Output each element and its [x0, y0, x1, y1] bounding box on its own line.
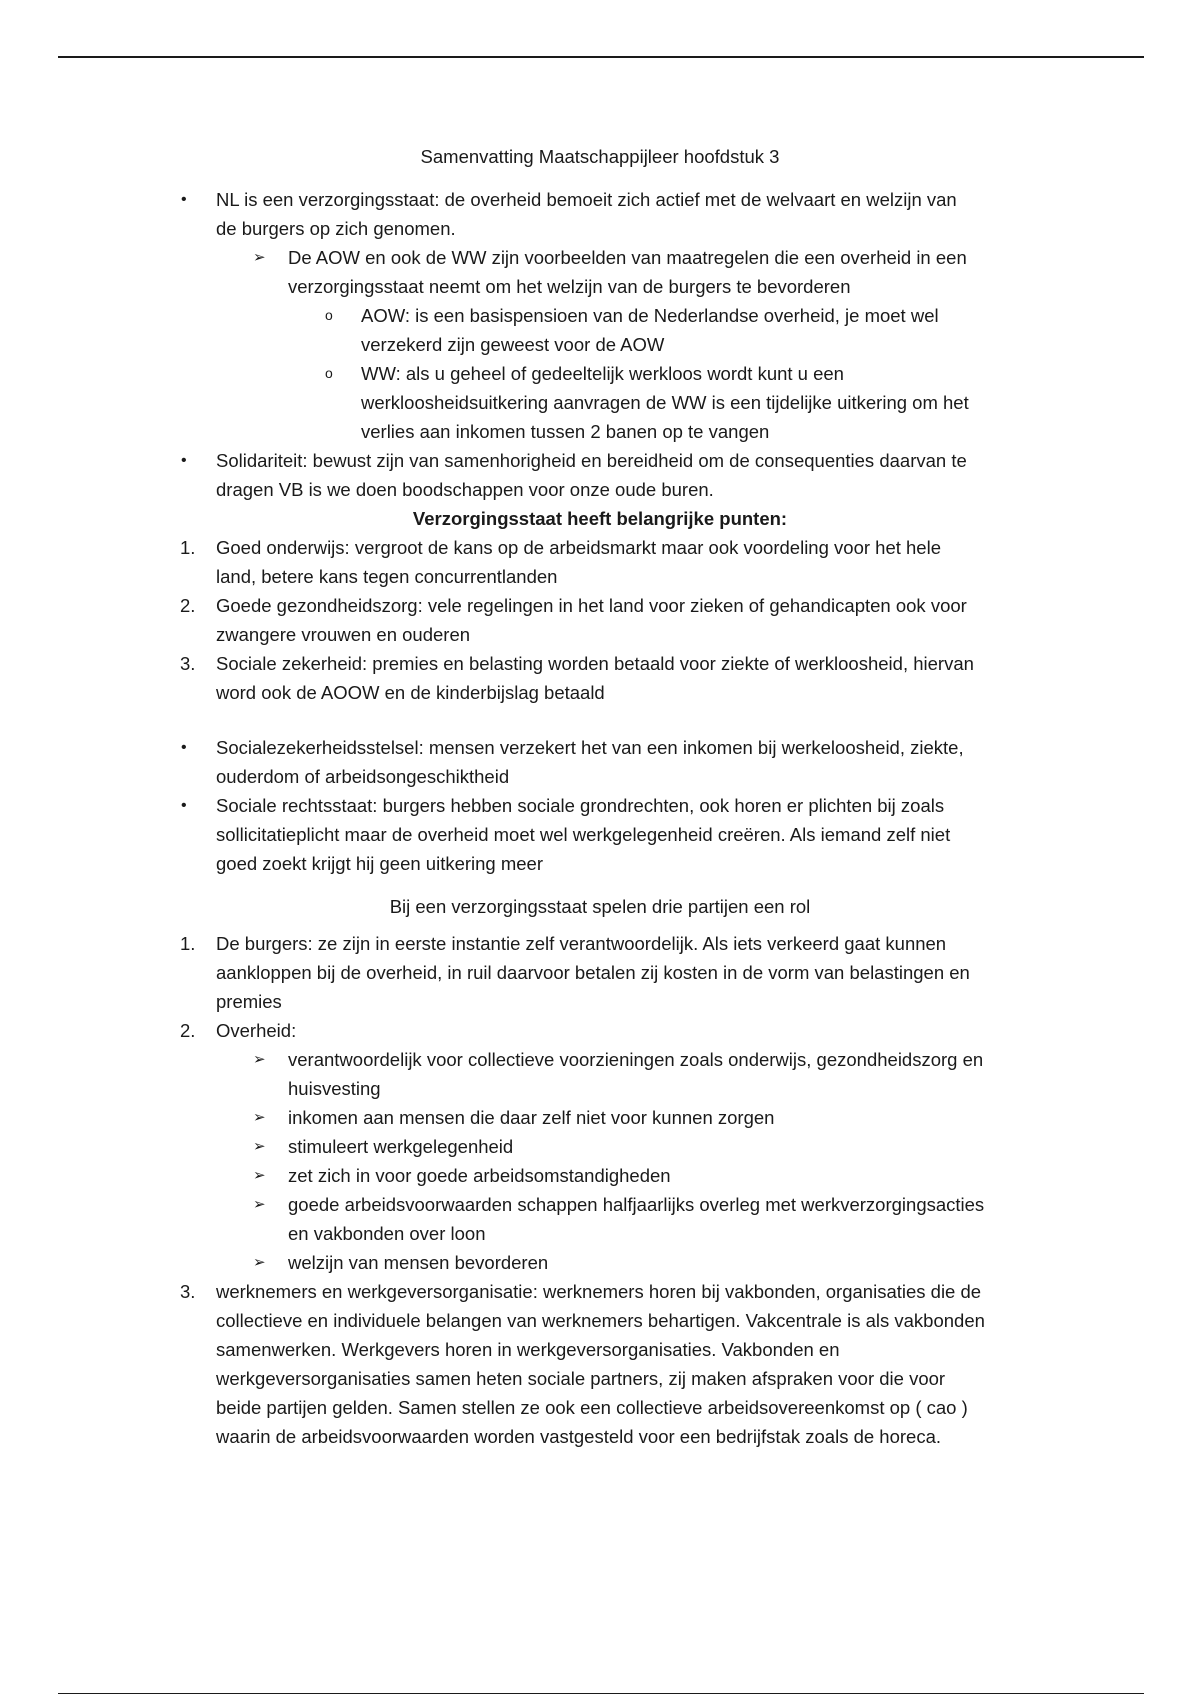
top-rule [58, 56, 1144, 58]
list-item: o WW: als u geheel of gedeeltelijk werkloos wordt kunt u een werkloosheidsuitkering aanvragen de WW is een tijdelijke uitkering om het verlies aan inkomen tussen 2 banen op te vangen [0, 359, 1200, 446]
list-item: 1. De burgers: ze zijn in eerste instantie zelf verantwoordelijk. Als iets verkeerd gaat kunnen aankloppen bij de overheid, in ruil daarvoor betalen zij kosten in de vorm van belastingen en premies [180, 933, 970, 1012]
list-item: 1. Goed onderwijs: vergroot de kans op de arbeidsmarkt maar ook voordeling voor het hele land, betere kans tegen concurrentlanden [180, 537, 941, 587]
list-item: • Socialezekerheidsstelsel: mensen verzekert het van een inkomen bij werkeloosheid, ziekte, ouderdom of arbeidsongeschiktheid [0, 733, 1200, 791]
circle-bullet-icon: o [325, 365, 333, 381]
bullet-icon: • [181, 191, 187, 208]
circle-bullet-icon: o [325, 307, 333, 323]
list-item: • Solidariteit: bewust zijn van samenhorigheid en bereidheid om de consequenties daarvan te dragen VB is we doen boodschappen voor onze oude buren. [0, 446, 1200, 504]
list-item: ➢ De AOW en ook de WW zijn voorbeelden van maatregelen die een overheid in een verzorgingsstaat neemt om het welzijn van de burgers te bevorderen [0, 243, 1200, 301]
list-item: ➢ inkomen aan mensen die daar zelf niet voor kunnen zorgen [0, 1103, 1200, 1132]
document-page [0, 142, 1200, 1451]
list-item: • Sociale rechtsstaat: burgers hebben sociale grondrechten, ook horen er plichten bij zoals sollicitatieplicht maar de overheid moet wel werkgelegenheid creëren. Als iemand zelf niet goed zoekt krijgt hij geen uitkering meer [0, 791, 1200, 878]
list-item: 2. Overheid: [180, 1020, 297, 1041]
list-item: 3. Sociale zekerheid: premies en belasting worden betaald voor ziekte of werkloosheid, hiervan word ook de AOOW en de kinderbijslag betaald [180, 653, 974, 703]
section-heading-points: Verzorgingsstaat heeft belangrijke punten: [412, 508, 788, 529]
arrow-bullet-icon: ➢ [253, 1167, 266, 1184]
list-item: 3. werknemers en werkgeversorganisatie: werknemers horen bij vakbonden, organisaties die de collectieve en individuele belangen van werknemers behartigen. Vakcentrale is als vakbonden samenwerken. Werkgevers horen in werkgeversorganisaties. Vakbonden en werkgeversorganisaties samen heten sociale partners, zij maken afspraken voor die voor beide partijen gelden. Samen stellen ze ook een collectieve arbeidsovereenkomst op ( cao ) waarin de arbeidsvoorwaarden worden vastgesteld voor een bedrijfstak zoals de horeca. [180, 1281, 985, 1447]
arrow-bullet-icon: ➢ [253, 249, 266, 266]
section-heading-parties: Bij een verzorgingsstaat spelen drie partijen een rol [389, 896, 811, 917]
list-item: • NL is een verzorgingsstaat: de overheid bemoeit zich actief met de welvaart en welzijn van de burgers op zich genomen. [0, 185, 1200, 243]
arrow-bullet-icon: ➢ [253, 1196, 266, 1213]
bullet-icon: • [181, 739, 187, 756]
bullet-icon: • [181, 452, 187, 469]
list-item: ➢ zet zich in voor goede arbeidsomstandigheden [0, 1161, 1200, 1190]
list-item: ➢ welzijn van mensen bevorderen [0, 1248, 1200, 1277]
list-item: 2. Goede gezondheidszorg: vele regelingen in het land voor zieken of gehandicapten ook voor zwangere vrouwen en ouderen [180, 595, 967, 645]
bottom-rule [58, 1693, 1144, 1694]
bullet-icon: • [181, 797, 187, 814]
arrow-bullet-icon: ➢ [253, 1051, 266, 1068]
arrow-bullet-icon: ➢ [253, 1254, 266, 1271]
arrow-bullet-icon: ➢ [253, 1109, 266, 1126]
document-title: Samenvatting Maatschappijleer hoofdstuk 3 [420, 146, 780, 167]
list-item: o AOW: is een basispensioen van de Nederlandse overheid, je moet wel verzekerd zijn geweest voor de AOW [0, 301, 1200, 359]
arrow-bullet-icon: ➢ [253, 1138, 266, 1155]
list-item: ➢ stimuleert werkgelegenheid [0, 1132, 1200, 1161]
list-item: ➢ goede arbeidsvoorwaarden schappen halfjaarlijks overleg met werkverzorgingsacties en vakbonden over loon [0, 1190, 1200, 1248]
list-item: ➢ verantwoordelijk voor collectieve voorzieningen zoals onderwijs, gezondheidszorg en huisvesting [0, 1045, 1200, 1103]
